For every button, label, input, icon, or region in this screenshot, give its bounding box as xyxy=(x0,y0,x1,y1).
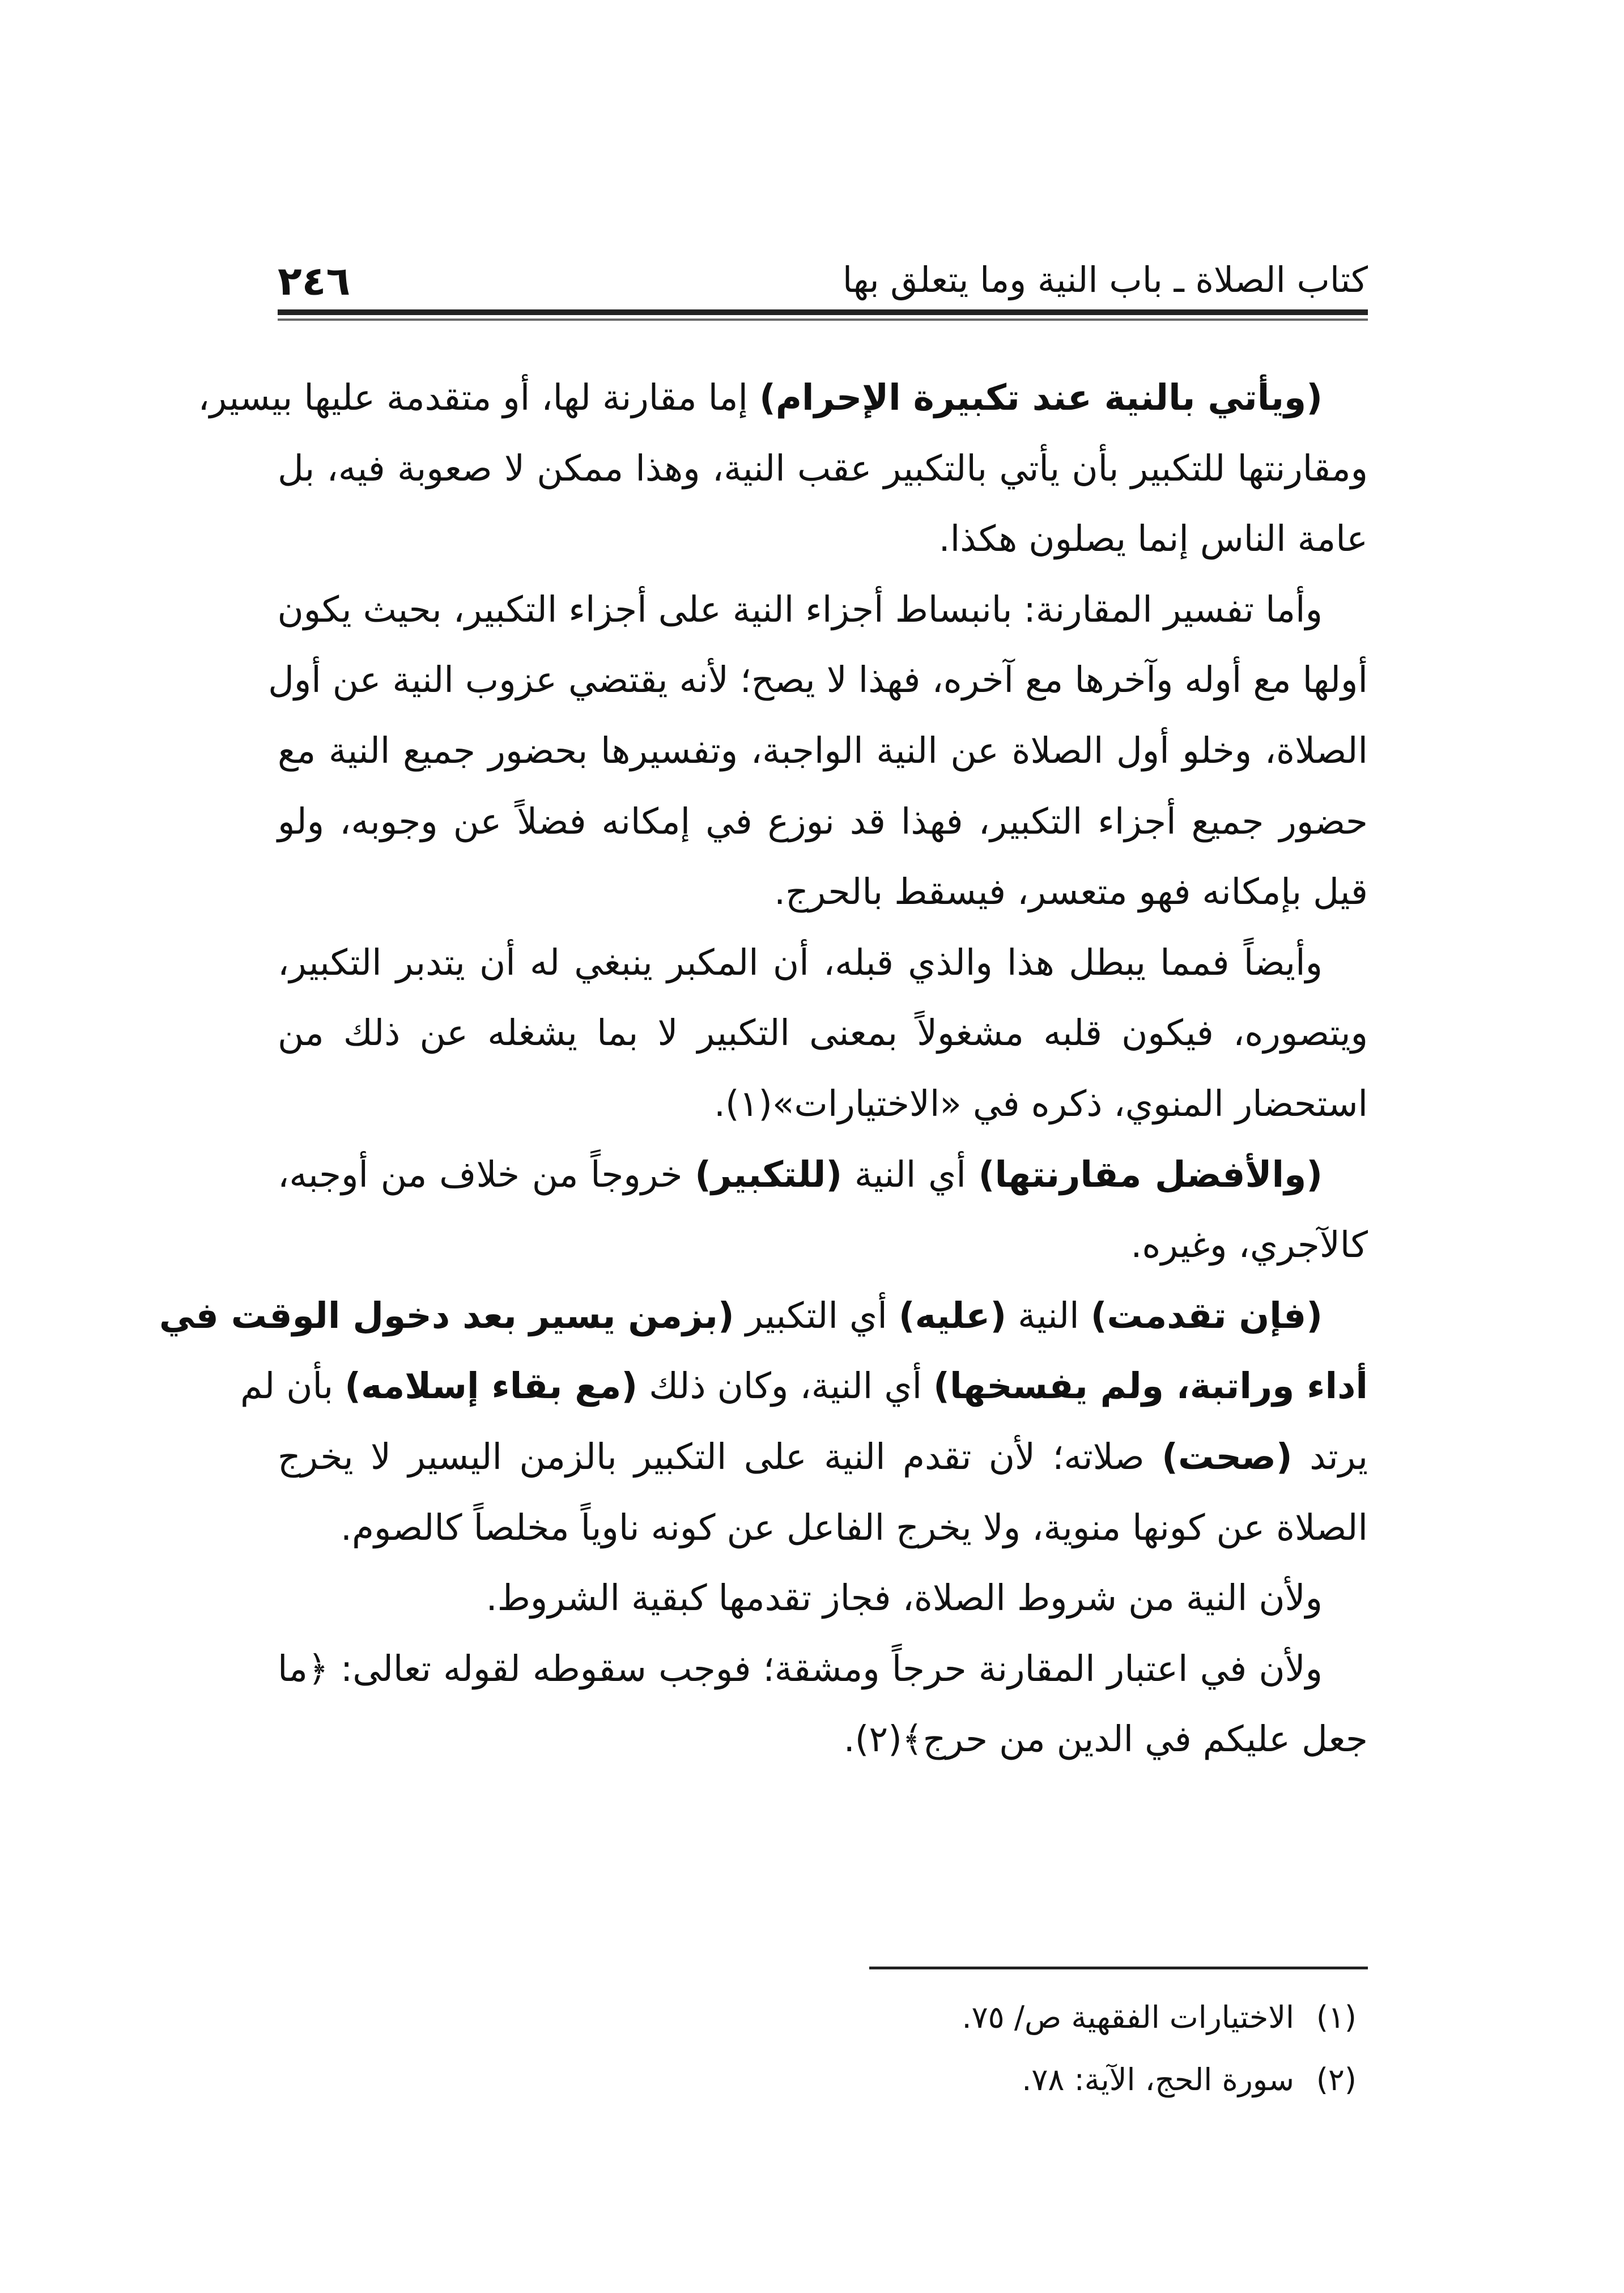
matn-segment: (للتكبير) xyxy=(695,1153,843,1195)
page-header xyxy=(278,249,1368,312)
sharh-segment: ومقارنتها للتكبير بأن يأتي بالتكبير عقب النية، وهذا ممكن لا صعوبة فيه، بل xyxy=(278,447,1368,489)
text-line xyxy=(268,645,1368,716)
footnotes xyxy=(575,1986,1368,2111)
header-rule-thin xyxy=(278,319,1368,321)
text-line xyxy=(278,1140,1368,1211)
matn-segment: (والأفضل مقارنتها) xyxy=(978,1153,1323,1195)
text-line xyxy=(278,787,1368,857)
text-line xyxy=(278,716,1368,787)
footnote-text: سورة الحج، الآية: ٧٨. xyxy=(1022,2062,1294,2097)
sharh-segment: أي النية، وكان ذلك xyxy=(637,1365,934,1407)
text-line xyxy=(278,575,1368,646)
footnote-text: الاختيارات الفقهية ص/ ٧٥. xyxy=(962,1999,1294,2035)
sharh-segment: أي النية xyxy=(842,1153,979,1195)
text-line xyxy=(240,1351,1368,1422)
sharh-segment: وأيضاً فمما يبطل هذا والذي قبله، أن المكبر ينبغي له أن يتدبر التكبير، xyxy=(278,941,1323,983)
page-number: ٢٤٦ xyxy=(278,258,351,304)
matn-segment: (عليه) xyxy=(898,1294,1007,1336)
sharh-segment: خروجاً من خلاف من أوجبه، xyxy=(278,1153,695,1195)
sharh-segment: جعل عليكم في الدين من حرج﴾(٢). xyxy=(843,1718,1368,1760)
sharh-segment: إما مقارنة لها، أو متقدمة عليها بيسير، xyxy=(198,377,760,418)
text-line xyxy=(278,1563,1368,1634)
footnote-separator xyxy=(869,1967,1368,1969)
text-line xyxy=(278,928,1368,999)
text-line xyxy=(198,363,1368,434)
main-text xyxy=(159,363,1368,1775)
matn-segment: (فإن تقدمت) xyxy=(1090,1294,1323,1336)
text-line xyxy=(278,1634,1368,1705)
sharh-segment: استحضار المنوي، ذكره في «الاختيارات»(١). xyxy=(713,1082,1368,1124)
sharh-segment: يرتد xyxy=(1292,1436,1368,1477)
text-line xyxy=(278,857,1368,928)
matn-segment: (مع بقاء إسلامه) xyxy=(345,1365,638,1407)
sharh-segment: عامة الناس إنما يصلون هكذا. xyxy=(938,518,1368,560)
running-title: كتاب الصلاة ـ باب النية وما يتعلق بها xyxy=(842,259,1368,300)
matn-segment: (ويأتي بالنية عند تكبيرة الإحرام) xyxy=(759,377,1323,418)
sharh-segment: أولها مع أوله وآخرها مع آخره، فهذا لا يصح؛ لأنه يقتضي عزوب النية عن أول xyxy=(268,659,1368,701)
sharh-segment: الصلاة، وخلو أول الصلاة عن النية الواجبة، وتفسيرها بحضور جميع النية مع xyxy=(278,729,1368,771)
text-line xyxy=(278,1422,1368,1493)
text-line xyxy=(278,1493,1368,1564)
sharh-segment: كالآجري، وغيره. xyxy=(1130,1224,1368,1266)
sharh-segment: ويتصوره، فيكون قلبه مشغولاً بمعنى التكبير لا بما يشغله عن ذلك من xyxy=(278,1012,1368,1054)
matn-segment: (صحت) xyxy=(1162,1436,1293,1477)
sharh-segment: النية xyxy=(1006,1294,1091,1336)
sharh-segment: أي التكبير xyxy=(734,1294,899,1336)
text-line xyxy=(159,1281,1368,1352)
sharh-segment: حضور جميع أجزاء التكبير، فهذا قد نوزع في إمكانه فضلاً عن وجوبه، ولو xyxy=(278,800,1368,842)
sharh-segment: ولأن في اعتبار المقارنة حرجاً ومشقة؛ فوجب سقوطه لقوله تعالى: ﴿ما xyxy=(278,1647,1323,1689)
footnote xyxy=(575,1986,1368,2049)
footnote-number: (١) xyxy=(1316,1999,1357,2035)
text-line xyxy=(278,1704,1368,1775)
footnote xyxy=(575,2049,1368,2111)
sharh-segment: الصلاة عن كونها منوية، ولا يخرج الفاعل عن كونه ناوياً مخلصاً كالصوم. xyxy=(340,1506,1368,1548)
sharh-segment: صلاته؛ لأن تقدم النية على التكبير بالزمن اليسير لا يخرج xyxy=(278,1436,1162,1477)
text-line xyxy=(278,998,1368,1069)
sharh-segment: بأن لم xyxy=(240,1365,345,1407)
matn-segment: أداء وراتبة، ولم يفسخها) xyxy=(933,1365,1368,1407)
text-line xyxy=(278,504,1368,575)
sharh-segment: وأما تفسير المقارنة: بانبساط أجزاء النية على أجزاء التكبير، بحيث يكون xyxy=(277,588,1323,630)
footnote-number: (٢) xyxy=(1316,2062,1357,2097)
matn-segment: (بزمن يسير بعد دخول الوقت في xyxy=(159,1294,734,1336)
sharh-segment: ولأن النية من شروط الصلاة، فجاز تقدمها كبقية الشروط. xyxy=(486,1577,1323,1619)
header-rule-thick xyxy=(278,309,1368,315)
text-line xyxy=(278,1069,1368,1140)
text-line xyxy=(278,434,1368,504)
sharh-segment: قيل بإمكانه فهو متعسر، فيسقط بالحرج. xyxy=(774,871,1368,913)
text-line xyxy=(278,1210,1368,1281)
